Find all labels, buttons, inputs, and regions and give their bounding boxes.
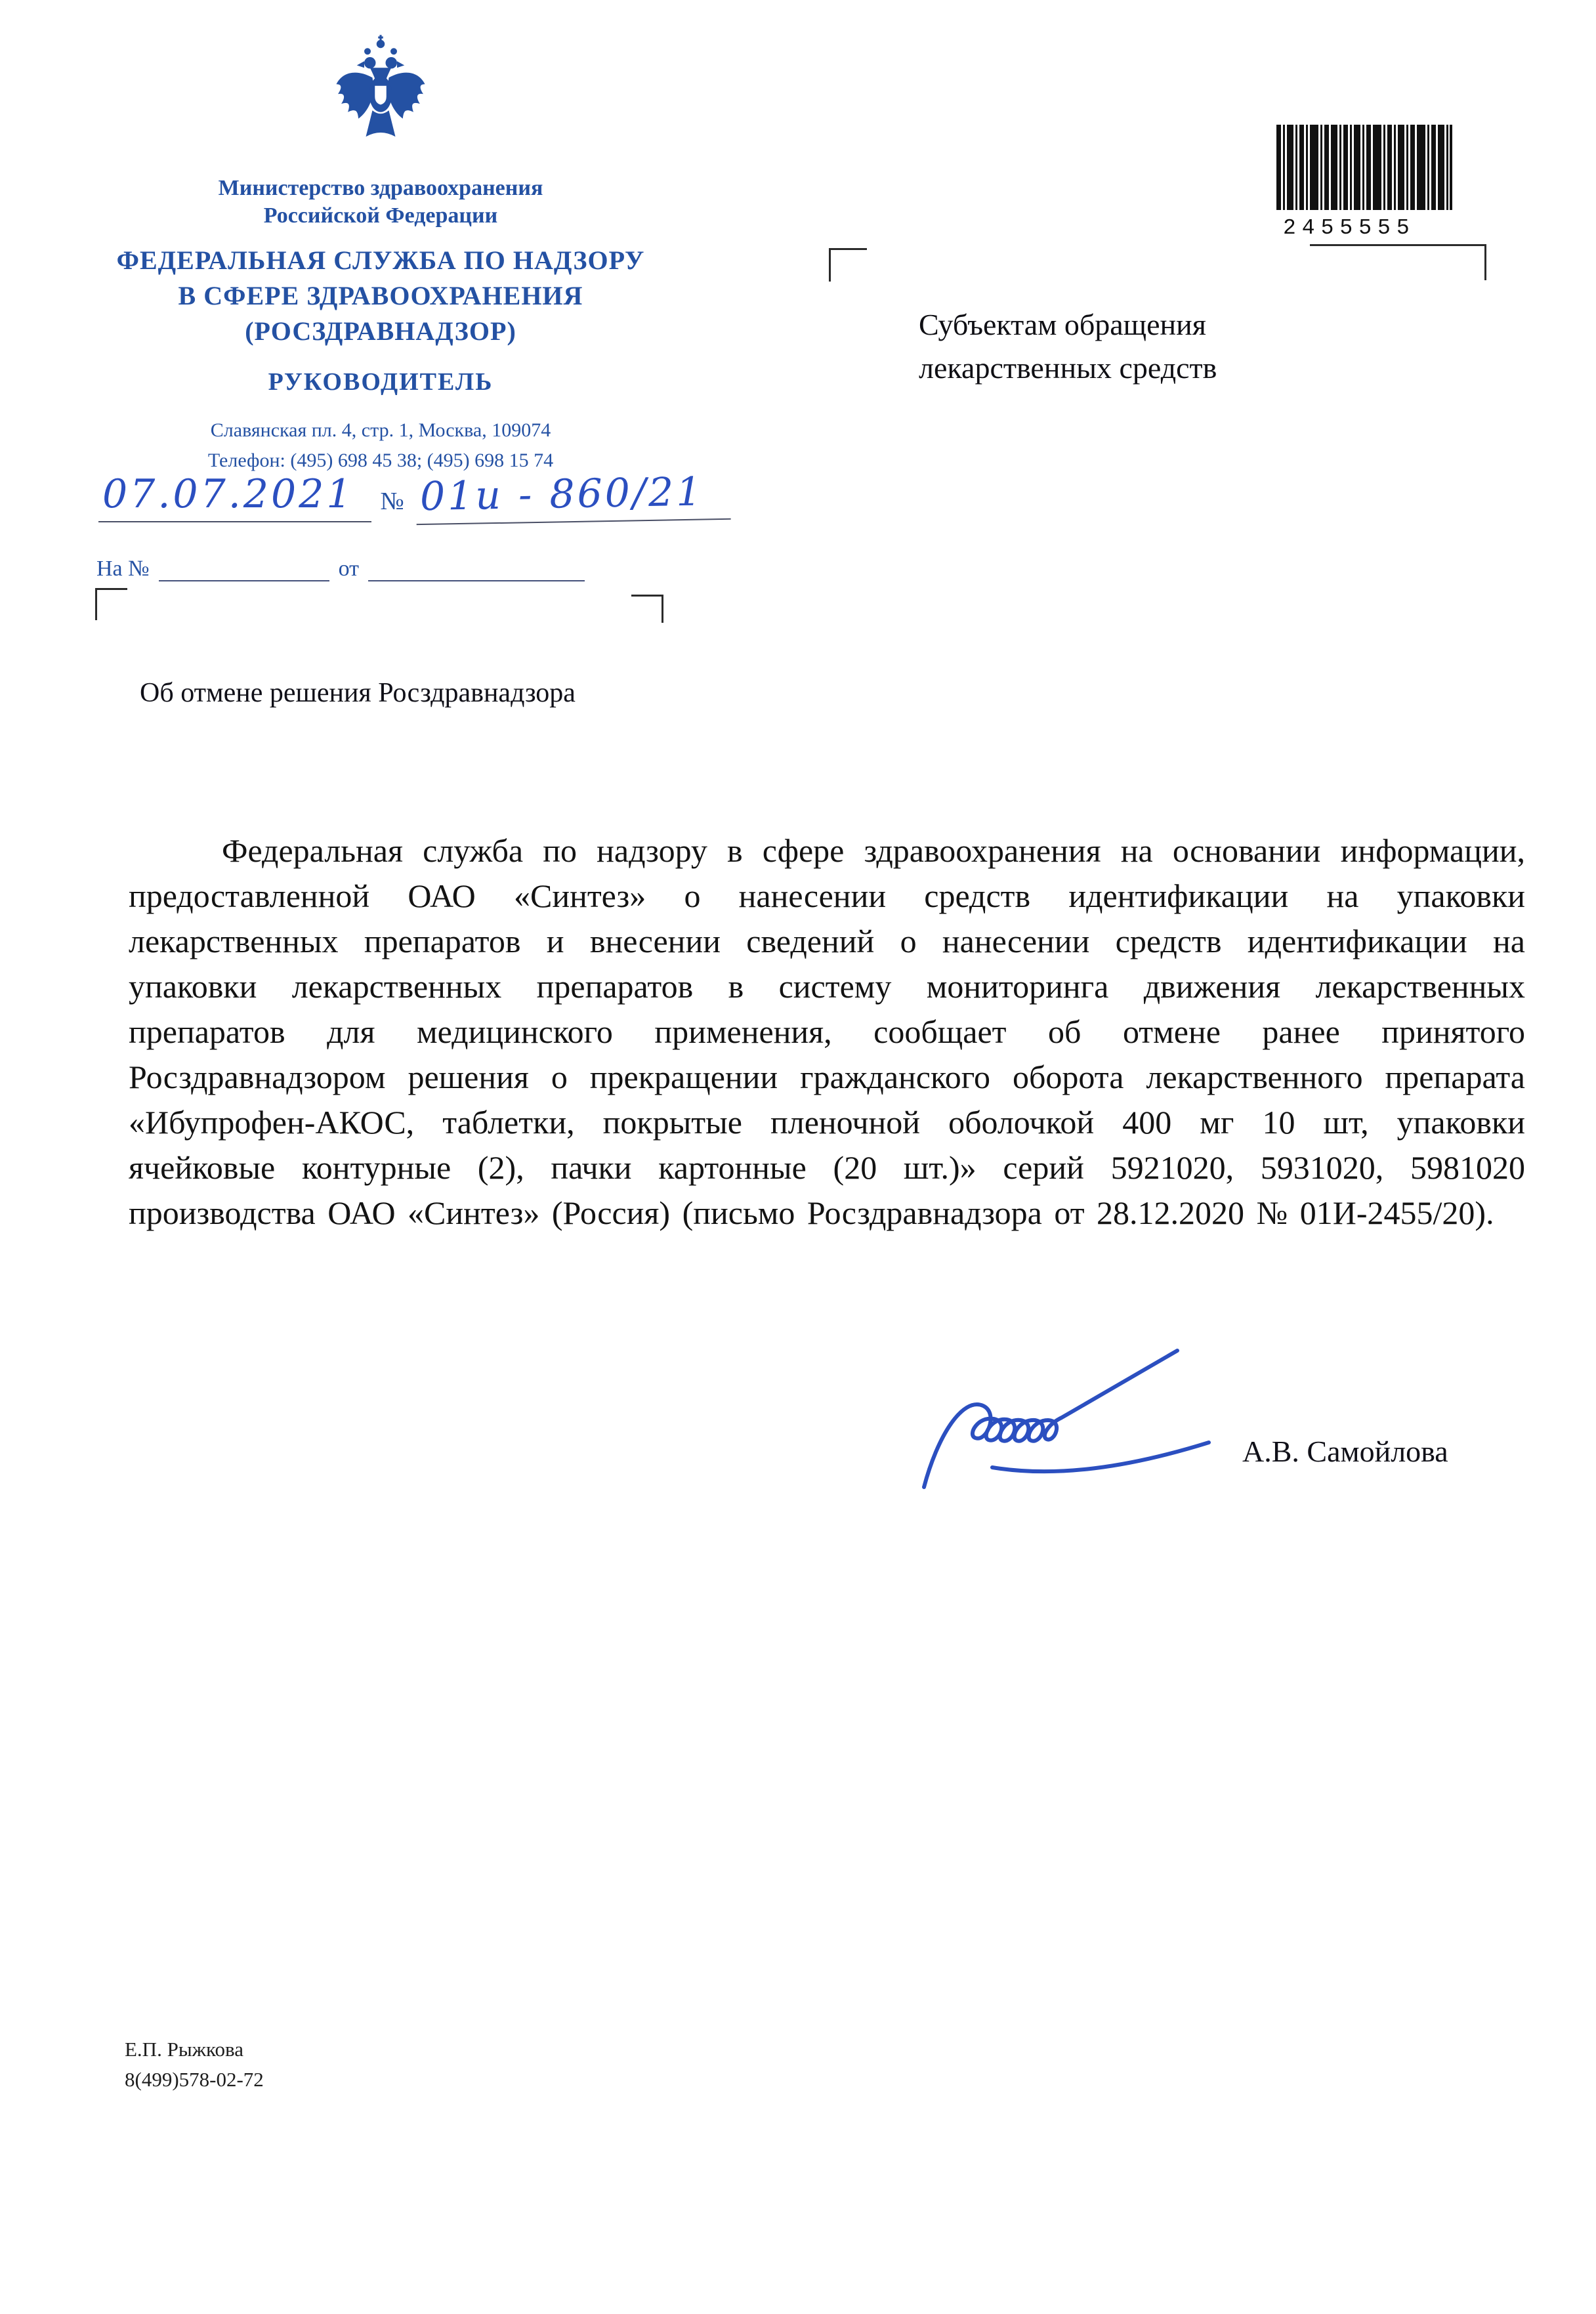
- executor-name: Е.П. Рыжкова: [125, 2038, 244, 2061]
- recipient-line2: лекарственных средств: [919, 351, 1217, 385]
- blank-line: [159, 557, 329, 581]
- corner-mark: [95, 588, 127, 620]
- blank-line: [368, 557, 585, 581]
- service-line1: ФЕДЕРАЛЬНАЯ СЛУЖБА ПО НАДЗОРУ: [116, 245, 645, 275]
- number-sign: №: [380, 488, 404, 515]
- barcode: [1276, 125, 1452, 240]
- handwritten-number: 01и - 860/21: [415, 469, 730, 525]
- reference-line: [96, 557, 687, 581]
- body-paragraph: Федеральная служба по надзору в сфере здравоохранения на основании информации, предоставленной ОАО «Синтез» о нанесении средств идентификации на упаковки лекарственных препаратов и внесении сведений о нанесении средств идентификации на упаковки лекарственных препаратов в систему мониторинга движения лекарственных препаратов для медицинского применения, сообщает об отмене ранее принятого Росздравнадзором решения о прекращении гражданского оборота лекарственного препарата «Ибупрофен-АКОС, таблетки, покрытые пленочной оболочкой 400 мг 10 шт, упаковки ячейковые контурные (2), пачки картонные (20 шт.)» серий 5921020, 5931020, 5981020 производства ОАО «Синтез» (Россия) (письмо Росздравнадзора от 28.12.2020 № 01И-2455/20).: [129, 832, 1525, 1231]
- registration-line: [98, 471, 722, 522]
- signature-scribble: [899, 1332, 1280, 1516]
- ministry-line2: Российской Федерации: [263, 203, 498, 228]
- letterhead: [92, 34, 669, 475]
- position-title: РУКОВОДИТЕЛЬ: [268, 368, 494, 396]
- corner-mark: [1310, 244, 1486, 280]
- ot-label: от: [338, 557, 360, 581]
- na-label: На №: [96, 557, 150, 581]
- coat-of-arms-icon: [331, 34, 430, 159]
- handwritten-date: 07.07.2021: [98, 471, 371, 522]
- service-line3: (РОСЗДРАВНАДЗОР): [245, 316, 516, 346]
- signer-name: А.В. Самойлова: [1242, 1435, 1448, 1468]
- service-name: [92, 243, 669, 349]
- ministry-line1: Министерство здравоохранения: [218, 176, 543, 200]
- recipient-block: [919, 303, 1217, 390]
- org-phone: Телефон: (495) 698 45 38; (495) 698 15 74: [207, 450, 554, 471]
- subject-line: Об отмене решения Росздравнадзора: [140, 678, 576, 708]
- ministry-name: [92, 175, 669, 230]
- barcode-number: 2455555: [1283, 216, 1416, 240]
- org-address: Славянская пл. 4, стр. 1, Москва, 109074: [210, 419, 551, 441]
- barcode-bars-icon: [1276, 125, 1452, 210]
- service-line2: В СФЕРЕ ЗДРАВООХРАНЕНИЯ: [178, 281, 583, 310]
- executor-phone: 8(499)578-02-72: [125, 2068, 264, 2091]
- corner-mark: [631, 595, 663, 623]
- executor-block: [125, 2034, 264, 2095]
- corner-mark: [829, 248, 867, 282]
- recipient-line1: Субъектам обращения: [919, 308, 1206, 341]
